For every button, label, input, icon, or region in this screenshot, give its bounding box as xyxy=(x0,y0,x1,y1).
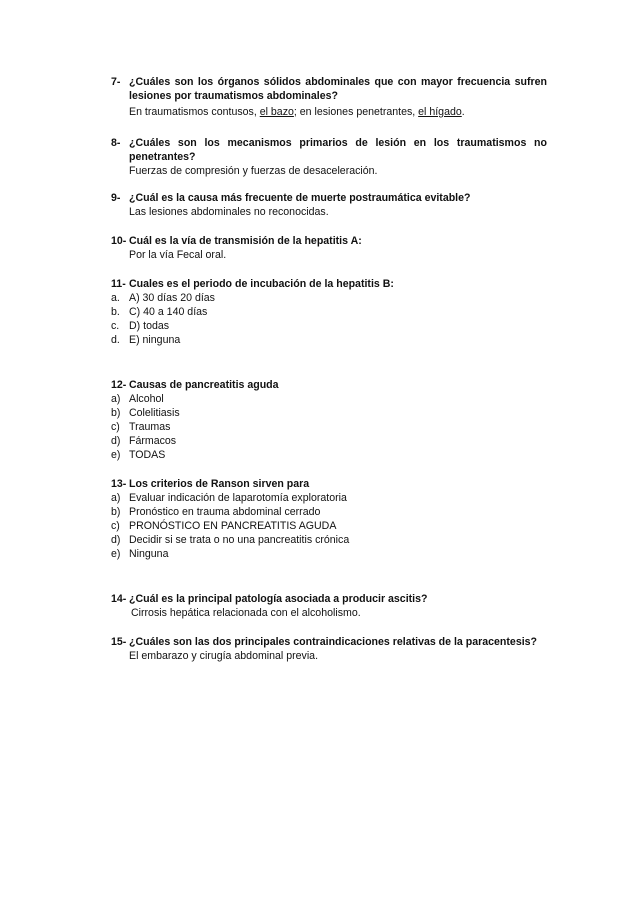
option-letter: e) xyxy=(111,449,121,461)
option-text: PRONÓSTICO EN PANCREATITIS AGUDA xyxy=(129,520,337,532)
answer-text: El embarazo y cirugía abdominal previa. xyxy=(129,650,319,662)
question-15 xyxy=(111,635,547,663)
question-number: 9- xyxy=(111,192,121,204)
option-letter: c) xyxy=(111,520,120,532)
question-number: 14- xyxy=(111,593,127,605)
question-14 xyxy=(111,592,547,620)
list-item xyxy=(111,420,547,434)
option-letter: c. xyxy=(111,320,120,332)
option-text: C) 40 a 140 días xyxy=(129,306,208,318)
question-number: 15- xyxy=(111,636,127,648)
question-11 xyxy=(111,277,547,347)
list-item xyxy=(111,291,547,305)
answer-text xyxy=(129,105,547,119)
option-text: Evaluar indicación de laparotomía exploratoria xyxy=(129,492,347,504)
option-text: Pronóstico en trauma abdominal cerrado xyxy=(129,506,321,518)
question-13 xyxy=(111,477,547,561)
question-text: ¿Cuáles son las dos principales contraindicaciones relativas de la paracentesis? xyxy=(129,636,538,648)
answer-segment: . xyxy=(461,106,465,118)
answer-text: Fuerzas de compresión y fuerzas de desaceleración. xyxy=(129,165,378,177)
list-item xyxy=(111,305,547,319)
option-text: D) todas xyxy=(129,320,170,332)
question-number: 11- xyxy=(111,278,126,290)
question-10 xyxy=(111,234,547,262)
question-number: 7- xyxy=(111,76,121,88)
option-text: Colelitiasis xyxy=(129,407,180,419)
question-text: Cuales es el periodo de incubación de la hepatitis B: xyxy=(129,278,394,290)
option-text: A) 30 días 20 días xyxy=(129,292,215,304)
answer-underlined-liver: el hígado xyxy=(418,106,462,118)
question-number: 13- xyxy=(111,478,127,490)
question-number: 10- xyxy=(111,235,127,247)
list-item xyxy=(111,533,547,547)
question-text: ¿Cuáles son los órganos sólidos abdominales que con mayor frecuencia sufren lesiones por traumatismos abdominales? xyxy=(129,76,547,102)
option-letter: b) xyxy=(111,506,121,518)
answer-underlined-spleen: el bazo xyxy=(259,106,294,118)
question-text: Cuál es la vía de transmisión de la hepatitis A: xyxy=(129,235,362,247)
options-list xyxy=(111,291,547,347)
list-item xyxy=(111,491,547,505)
question-text: ¿Cuál es la principal patología asociada a producir ascitis? xyxy=(129,593,428,605)
question-number: 12- xyxy=(111,379,127,391)
option-text: Decidir si se trata o no una pancreatitis crónica xyxy=(129,534,350,546)
option-letter: b) xyxy=(111,407,121,419)
question-text: Los criterios de Ranson sirven para xyxy=(129,478,310,490)
option-letter: d) xyxy=(111,534,121,546)
option-letter: a) xyxy=(111,393,121,405)
question-text: ¿Cuál es la causa más frecuente de muerte postraumática evitable? xyxy=(129,192,471,204)
options-list xyxy=(111,491,547,561)
option-text: Alcohol xyxy=(129,393,164,405)
question-text: ¿Cuáles son los mecanismos primarios de lesión en los traumatismos no penetrantes? xyxy=(129,137,547,163)
list-item xyxy=(111,333,547,347)
options-list xyxy=(111,392,547,462)
list-item xyxy=(111,406,547,420)
question-7 xyxy=(111,75,547,119)
answer-segment: ; en lesiones penetrantes, xyxy=(293,106,419,118)
answer-segment: En traumatismos contusos, xyxy=(129,106,260,118)
option-letter: d) xyxy=(111,435,121,447)
question-number: 8- xyxy=(111,137,121,149)
option-letter: a. xyxy=(111,292,120,304)
option-text: Ninguna xyxy=(129,548,169,560)
answer-text: Por la vía Fecal oral. xyxy=(129,249,227,261)
list-item xyxy=(111,319,547,333)
list-item xyxy=(111,448,547,462)
list-item xyxy=(111,505,547,519)
option-letter: b. xyxy=(111,306,120,318)
option-text: TODAS xyxy=(129,449,166,461)
option-letter: e) xyxy=(111,548,121,560)
option-text: Fármacos xyxy=(129,435,177,447)
option-letter: d. xyxy=(111,334,120,346)
list-item xyxy=(111,434,547,448)
list-item xyxy=(111,392,547,406)
question-text: Causas de pancreatitis aguda xyxy=(129,379,279,391)
list-item xyxy=(111,547,547,561)
question-9 xyxy=(111,191,547,219)
list-item xyxy=(111,519,547,533)
option-letter: a) xyxy=(111,492,121,504)
option-text: E) ninguna xyxy=(129,334,181,346)
question-12 xyxy=(111,378,547,462)
question-8 xyxy=(111,136,547,178)
option-letter: c) xyxy=(111,421,120,433)
answer-text: Cirrosis hepática relacionada con el alcoholismo. xyxy=(131,607,361,619)
answer-text: Las lesiones abdominales no reconocidas. xyxy=(129,206,329,218)
option-text: Traumas xyxy=(129,421,171,433)
